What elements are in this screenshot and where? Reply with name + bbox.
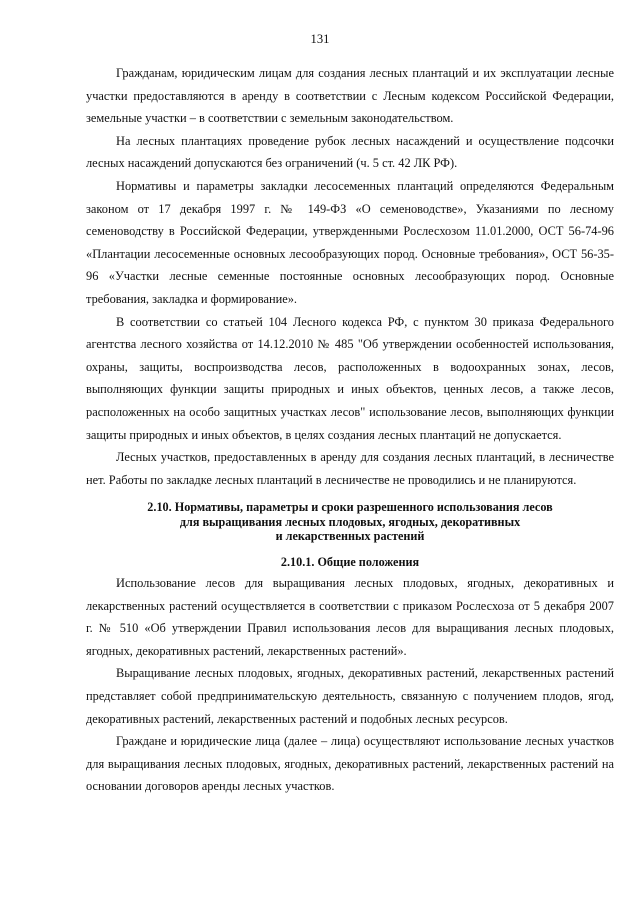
- paragraph-no-plantations: Лесных участков, предоставленных в аренду для создания лесных плантаций, в лесничестве нет. Работы по закладке лесных плантаций в лесничестве не проводились и не планируются.: [86, 450, 614, 487]
- paragraph-lease-basis: Граждане и юридические лица (далее – лица) осуществляют использование лесных участков для выращивания лесных плодовых, ягодных, декоративных растений, лекарственных растений на основании договоров аренды лесных участков.: [86, 734, 614, 794]
- section-heading-line-3: и лекарственных растений: [275, 529, 425, 544]
- paragraph-protective-forests: В соответствии со статьей 104 Лесного кодекса РФ, с пунктом 30 приказа Федерального агентства лесного хозяйства от 14.12.2010 № 485 "Об утверждении особенностей использования, охраны, защиты, воспроизводства лесов, расположенных в водоохранных зонах, лесов, выполняющих функции защиты природных и иных объектов, ценных лесов, а также лесов, расположенных на особо защитных участках лесов" использование лесов, выполняющих функции защиты природных и иных объектов, в целях создания лесных плантаций не допускается.: [86, 314, 614, 442]
- paragraph-usage-order: Использование лесов для выращивания лесных плодовых, ягодных, декоративных и лекарственных растений осуществляется в соответствии с приказом Рослесхоза от 5 декабря 2007 г. № 510 «Об утверждении Правил использования лесов для выращивания лесных плодовых, ягодных, декоративных растений, лекарственных растений».: [86, 576, 614, 658]
- page-number: 131: [310, 32, 330, 46]
- section-heading-line-2: для выращивания лесных плодовых, ягодных, декоративных: [179, 514, 521, 529]
- paragraph-plantation-felling: На лесных плантациях проведение рубок лесных насаждений и осуществление подсочки лесных насаждений допускаются без ограничений (ч. 5 ст. 42 ЛК РФ).: [86, 133, 614, 171]
- subsection-heading: 2.10.1. Общие положения: [280, 555, 420, 570]
- paragraph-cultivation-definition: Выращивание лесных плодовых, ягодных, декоративных растений, лекарственных растений представляет собой предпринимательскую деятельность, связанную с получением плодов, ягод, декоративных растений, лекарственных растений и подобных лесных ресурсов.: [86, 666, 614, 726]
- page-body: [86, 62, 614, 798]
- paragraph-plantation-lease: Гражданам, юридическим лицам для создания лесных плантаций и их эксплуатации лесные участки предоставляются в аренду в соответствии с Лесным кодексом Российской Федерации, земельные участки – в соответствии с земельным законодательством.: [86, 66, 614, 126]
- paragraph-seed-plantation-norms: Нормативы и параметры закладки лесосеменных плантаций определяются Федеральным законом от 17 декабря 1997 г. № 149-ФЗ «О семеноводстве», Указаниями по лесному семеноводству в Российской Федерации, утвержденными Рослесхозом 11.01.2000, ОСТ 56-74-96 «Плантации лесосеменные основных лесообразующих пород. Основные требования», ОСТ 56-35-96 «Участки лесные семенные постоянные основных лесообразующих пород. Основные требования, закладка и формирование».: [86, 178, 614, 306]
- section-heading: [86, 500, 614, 544]
- section-heading-line-1: 2.10. Нормативы, параметры и сроки разрешенного использования лесов: [147, 500, 553, 515]
